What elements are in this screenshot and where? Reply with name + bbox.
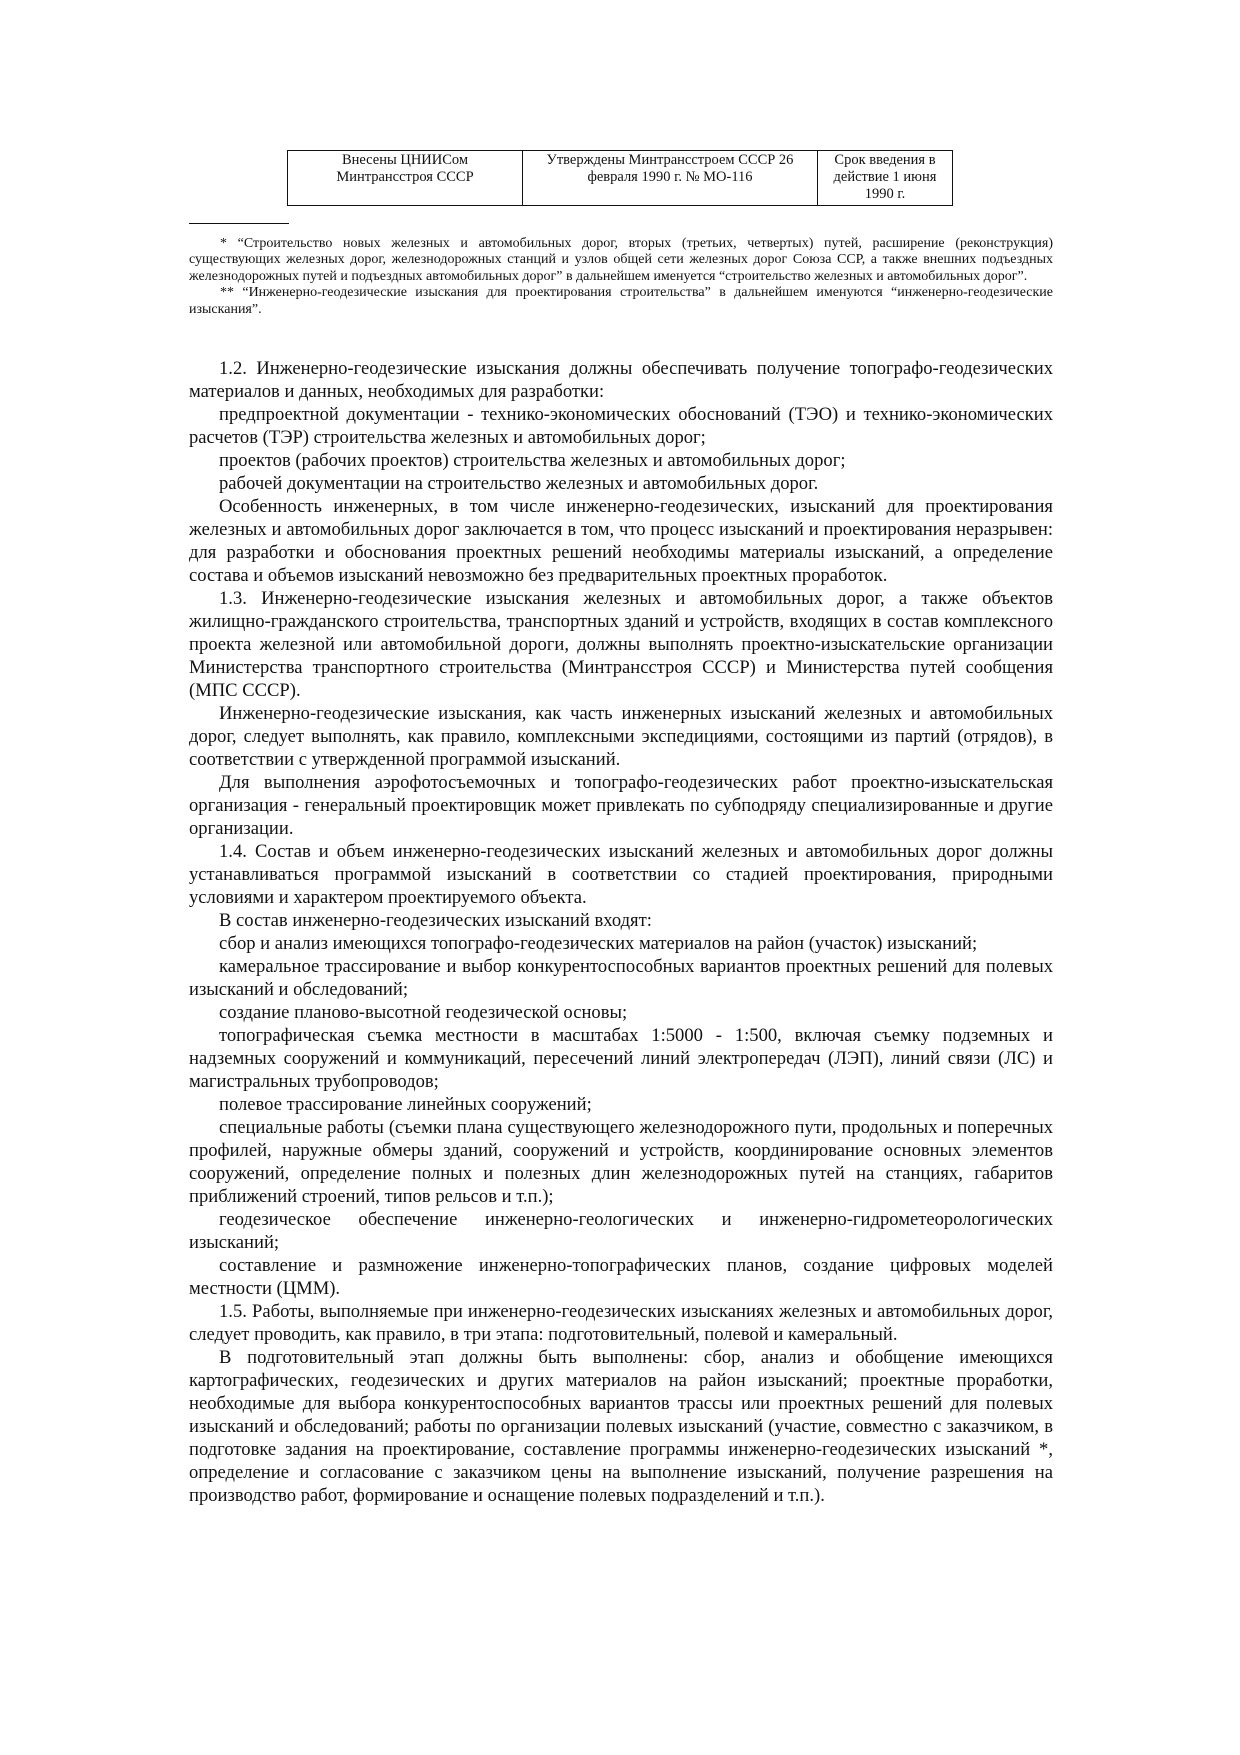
approval-table-row <box>288 151 953 206</box>
footnote-separator <box>189 223 289 224</box>
effective-date-cell: Срок введения в действие 1 июня 1990 г. <box>818 151 953 206</box>
list-item: создание планово-высотной геодезической основы; <box>219 1002 628 1023</box>
paragraph-1-4: 1.4. Состав и объем инженерно-геодезических изысканий железных и автомобильных дорог должны устанавливаться программой изысканий в соответствии со стадией проектирования, природными условиями и характером проектируемого объекта. <box>189 841 1053 908</box>
paragraph: Инженерно-геодезические изыскания, как часть инженерных изысканий железных и автомобильных дорог, следует выполнять, как правило, комплексными экспедициями, состоящими из партий (отрядов), в соответствии с утвержденной программой изысканий. <box>189 703 1053 770</box>
list-item: составление и размножение инженерно-топографических планов, создание цифровых моделей местности (ЦММ). <box>189 1255 1053 1299</box>
footnote: ** “Инженерно-геодезические изыскания для проектирования строительства” в дальнейшем именуются “инженерно-геодезические изыскания”. <box>189 285 1053 317</box>
list-item: предпроектной документации - технико-экономических обоснований (ТЭО) и технико-экономических расчетов (ТЭР) строительства железных и автомобильных дорог; <box>189 404 1053 448</box>
body-text <box>189 357 1053 1507</box>
list-item: геодезическое обеспечение инженерно-геологических и инженерно-гидрометеорологических изысканий; <box>189 1209 1053 1253</box>
list-item: проектов (рабочих проектов) строительства железных и автомобильных дорог; <box>219 450 846 471</box>
paragraph: Для выполнения аэрофотосъемочных и топографо-геодезических работ проектно-изыскательская организация - генеральный проектировщик может привлекать по субподряду специализированные и другие организации. <box>189 772 1053 839</box>
paragraph-1-3: 1.3. Инженерно-геодезические изыскания железных и автомобильных дорог, а также объектов жилищно-гражданского строительства, транспортных зданий и устройств, входящих в состав комплексного проекта железной или автомобильной дороги, должны выполнять проектно-изыскательские организации Министерства транспортного строительства (Минтрансстроя СССР) и Министерства путей сообщения (МПС СССР). <box>189 588 1053 701</box>
footnote: * “Строительство новых железных и автомобильных дорог, вторых (третьих, четвертых) путей, расширение (реконструкция) существующих железных дорог, железнодорожных станций и узлов общей сети железных дорог Союза ССР, а также внешних подъездных железнодорожных путей и подъездных автомобильных дорог” в дальнейшем именуется “строительство железных и автомобильных дорог”. <box>189 236 1053 284</box>
submitted-by-cell: Внесены ЦНИИСом Минтрансстроя СССР <box>288 151 523 206</box>
paragraph-1-2: 1.2. Инженерно-геодезические изыскания должны обеспечивать получение топографо-геодезических материалов и данных, необходимых для разработки: <box>189 358 1053 402</box>
footnotes <box>189 236 1053 318</box>
approval-table <box>287 150 953 206</box>
list-item: сбор и анализ имеющихся топографо-геодезических материалов на район (участок) изысканий; <box>219 933 978 954</box>
paragraph: В состав инженерно-геодезических изысканий входят: <box>219 910 652 931</box>
list-item: специальные работы (съемки плана существующего железнодорожного пути, продольных и поперечных профилей, наружные обмеры зданий, сооружений и устройств, координирование основных элементов сооружений, определение полных и полезных длин железнодорожных путей на станциях, габаритов приближений строений, типов рельсов и т.п.); <box>189 1117 1053 1207</box>
list-item: рабочей документации на строительство железных и автомобильных дорог. <box>219 473 819 494</box>
list-item: камеральное трассирование и выбор конкурентоспособных вариантов проектных решений для полевых изысканий и обследований; <box>189 956 1053 1000</box>
paragraph: В подготовительный этап должны быть выполнены: сбор, анализ и обобщение имеющихся картографических, геодезических и других материалов на район изысканий; проектные проработки, необходимые для выбора конкурентоспособных вариантов трассы или проектных решений для полевых изысканий и обследований; работы по организации полевых изысканий (участие, совместно с заказчиком, в подготовке задания на проектирование, составление программы инженерно-геодезических изысканий *, определение и согласование с заказчиком цены на выполнение изысканий, получение разрешения на производство работ, формирование и оснащение полевых подразделений и т.п.). <box>189 1347 1053 1506</box>
list-item: топографическая съемка местности в масштабах 1:5000 - 1:500, включая съемку подземных и надземных сооружений и коммуникаций, пересечений линий электропередач (ЛЭП), линий связи (ЛС) и магистральных трубопроводов; <box>189 1025 1053 1092</box>
approved-by-cell: Утверждены Минтрансстроем СССР 26 февраля 1990 г. № МО-116 <box>523 151 818 206</box>
paragraph: Особенность инженерных, в том числе инженерно-геодезических, изысканий для проектирования железных и автомобильных дорог заключается в том, что процесс изысканий и проектирования неразрывен: для разработки и обоснования проектных решений необходимы материалы изысканий, а определение состава и объемов изысканий невозможно без предварительных проектных проработок. <box>189 496 1053 586</box>
list-item: полевое трассирование линейных сооружений; <box>219 1094 592 1115</box>
paragraph-1-5: 1.5. Работы, выполняемые при инженерно-геодезических изысканиях железных и автомобильных дорог, следует проводить, как правило, в три этапа: подготовительный, полевой и камеральный. <box>189 1301 1053 1345</box>
